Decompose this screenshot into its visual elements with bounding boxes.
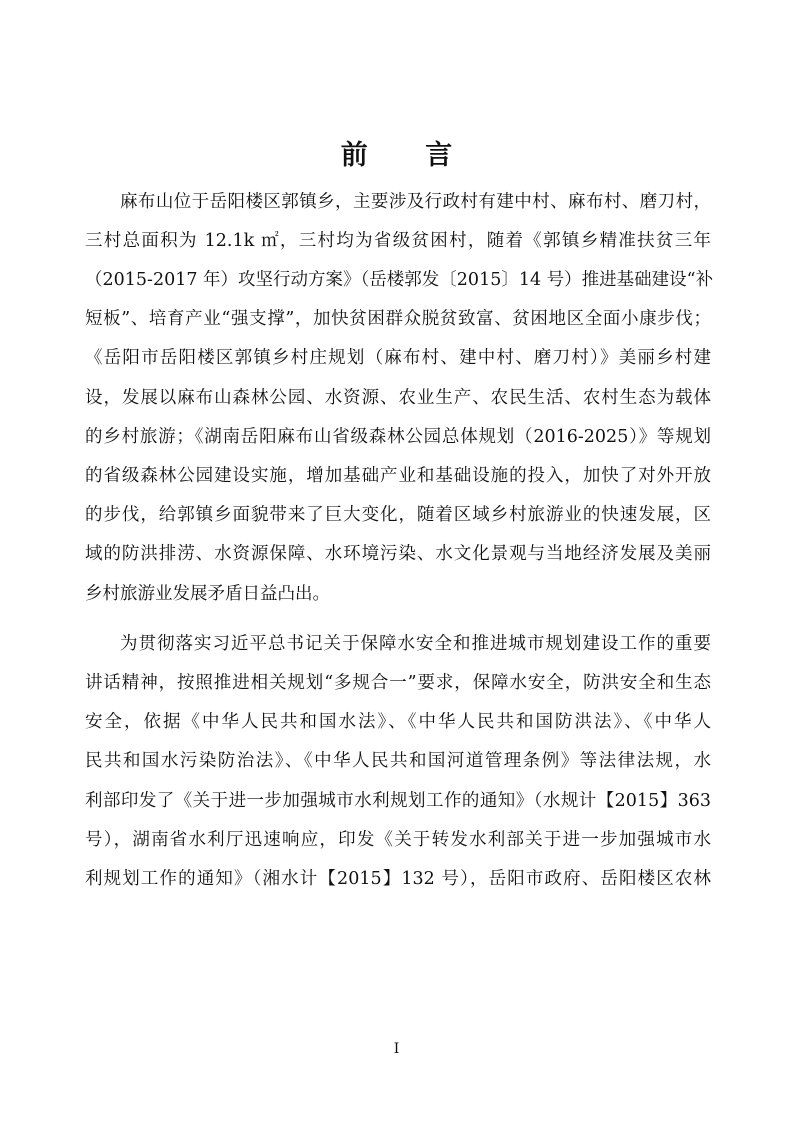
paragraph-1-line-1: 麻布山位于岳阳楼区郭镇乡，主要涉及行政村有建中村、麻布村、磨刀村， xyxy=(120,192,711,212)
paragraph-1-line-9: 的步伐，给郭镇乡面貌带来了巨大变化，随着区域乡村旅游业的快速发展，区 xyxy=(85,505,711,525)
paragraph-2-line-7: 利规划工作的通知》（湘水计【2015】132 号），岳阳市政府、岳阳楼区农林 xyxy=(85,869,711,889)
paragraph-1-line-8: 的省级森林公园建设实施，增加基础产业和基础设施的投入，加快了对外开放 xyxy=(85,466,711,486)
paragraph-2-line-3: 安全，依据《中华人民共和国水法》、《中华人民共和国防洪法》、《中华人 xyxy=(85,712,711,732)
paragraph-1-line-5: 《岳阳市岳阳楼区郭镇乡村庄规划（麻布村、建中村、磨刀村）》美丽乡村建 xyxy=(85,348,711,368)
paragraph-1-line-3: （2015-2017 年）攻坚行动方案》（岳楼郭发〔2015〕14 号）推进基础建设“补 xyxy=(85,270,714,290)
paragraph-2-line-1: 为贯彻落实习近平总书记关于保障水安全和推进城市规划建设工作的重要 xyxy=(120,634,711,654)
paragraph-2-line-5: 利部印发了《关于进一步加强城市水利规划工作的通知》（水规计【2015】363 xyxy=(85,791,711,811)
paragraph-1-line-2: 三村总面积为 12.1k ㎡，三村均为省级贫困村，随着《郭镇乡精准扶贫三年 xyxy=(85,231,711,251)
paragraph-1-line-10: 域的防洪排涝、水资源保障、水环境污染、水文化景观与当地经济发展及美丽 xyxy=(85,544,711,564)
page-number: I xyxy=(393,1041,400,1057)
paragraph-1-line-7: 的乡村旅游；《湖南岳阳麻布山省级森林公园总体规划（2016-2025）》等规划 xyxy=(85,427,711,447)
page-title: 前 言 xyxy=(340,140,477,171)
paragraph-1-line-6: 设，发展以麻布山森林公园、水资源、农业生产、农民生活、农村生态为载体 xyxy=(85,388,711,408)
paragraph-1-line-11: 乡村旅游业发展矛盾日益凸出。 xyxy=(85,584,330,604)
paragraph-1-line-4: 短板”、培育产业“强支撑”，加快贫困群众脱贫致富、贫困地区全面小康步伐； xyxy=(85,309,711,329)
paragraph-2-line-6: 号），湖南省水利厅迅速响应，印发《关于转发水利部关于进一步加强城市水 xyxy=(85,830,711,850)
paragraph-2-line-4: 民共和国水污染防治法》、《中华人民共和国河道管理条例》等法律法规，水 xyxy=(85,751,711,771)
paragraph-2-line-2: 讲话精神，按照推进相关规划“多规合一”要求，保障水安全，防洪安全和生态 xyxy=(85,673,711,693)
